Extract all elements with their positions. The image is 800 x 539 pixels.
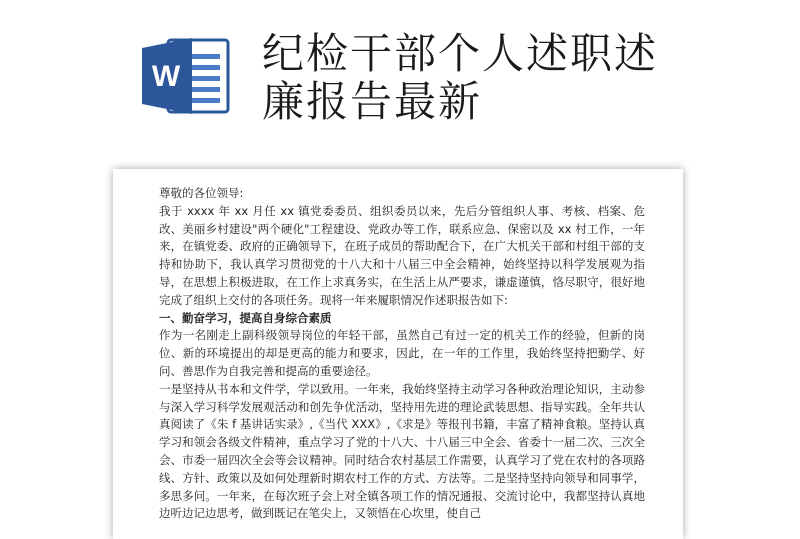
paragraph-details: 一是坚持从书本和文件学，学以致用。一年来，我始终坚持主动学习各种政治理论知识，主动参与深入学习科学发展观活动和创先争优活动，坚持用先进的理论武装思想、指导实践。全年共认真阅读了《朱 f 基讲话实录》,《当代 XXX》,《求是》等报刊书籍，丰富了精神食粮。坚持认真学习和领会各级文件精神，重点学习了党的十八大、十八届三中全会、省委十一届二次、三次全会、市委一届四次全会等会议精神。同时结合农村基层工作需要，认真学习了党在农村的各项路线、方针、政策以及如何处理新时期农村工作的方式、方法等。二是坚持坚持向领导和同事学，多思多问。一年来，在每次班子会上对全镇各项工作的情况通报、交流讨论中，我都坚持认真地边听边记边思考，做到既记在笔尖上，又领悟在心坎里，使自己 bbox=[159, 381, 645, 521]
document-page bbox=[113, 169, 683, 539]
paragraph-intro: 我于 xxxx 年 xx 月任 xx 镇党委委员、组织委员以来，先后分管组织人事、考核、档案、危改、美丽乡村建设"两个硬化"工程建设、党政办等工作，联系应急、保密以及 xx 村工作，一年来，在镇党委、政府的正确领导下，在班子成员的帮助配合下，在广大机关干部和村组干部的支持和协助下，我认真学习贯彻党的十八大和十八届三中全会精神，始终坚持以科学发展观为指导，在思想上积极进取，在工作上求真务实，在生活上从严要求，谦虚谨慎，恪尽职守，很好地完成了组织上交付的各项任务。现将一年来履职情况作述职报告如下: bbox=[159, 203, 645, 307]
document-body bbox=[159, 185, 645, 523]
paragraph-study: 作为一名刚走上副科级领导岗位的年轻干部，虽然自己有过一定的机关工作的经验，但新的岗位、新的环境提出的却是更高的能力和要求，因此，在一年的工作里，我始终坚持把勤学、好问、善思作为自我完善和提高的重要途径。 bbox=[159, 328, 645, 378]
word-document-icon bbox=[140, 34, 232, 118]
page-title bbox=[262, 30, 782, 126]
section-heading: 一、勤奋学习，提高自身综合素质 bbox=[159, 310, 332, 325]
header bbox=[0, 0, 800, 160]
title-line-1: 纪检干部个人述职述 bbox=[262, 29, 659, 78]
salutation: 尊敬的各位领导: bbox=[159, 186, 244, 200]
word-icon-letter: W bbox=[151, 60, 181, 93]
title-line-2: 廉报告最新 bbox=[262, 77, 483, 126]
